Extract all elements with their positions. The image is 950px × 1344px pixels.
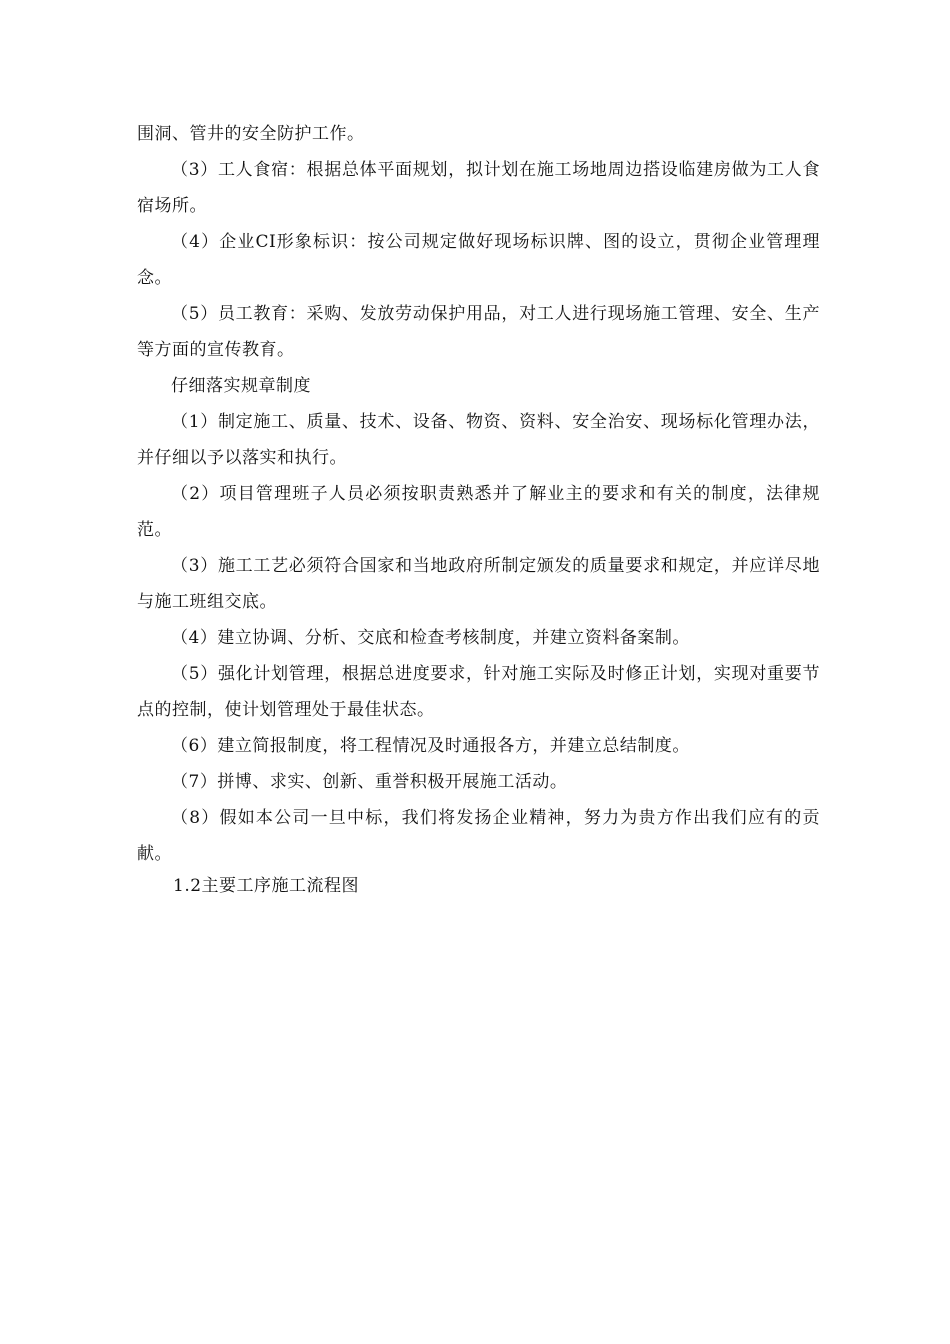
paragraph-rule-8: （8）假如本公司一旦中标，我们将发扬企业精神，努力为贵方作出我们应有的贡献。 (137, 808, 820, 864)
paragraph-rule-4: （4）建立协调、分析、交底和检查考核制度，并建立资料备案制。 (171, 628, 690, 648)
paragraph-rule-3: （3）施工工艺必须符合国家和当地政府所制定颁发的质量要求和规定，并应详尽地与施工班组交底。 (137, 556, 820, 612)
paragraph-staff-education: （5）员工教育：采购、发放劳动保护用品，对工人进行现场施工管理、安全、生产等方面的宣传教育。 (137, 304, 820, 360)
document-body (137, 116, 820, 900)
paragraph-rule-5: （5）强化计划管理，根据总进度要求，针对施工实际及时修正计划，实现对重要节点的控制，使计划管理处于最佳状态。 (137, 664, 820, 720)
paragraph-rule-6: （6）建立简报制度，将工程情况及时通报各方，并建立总结制度。 (171, 736, 690, 756)
section-title: 1.2主要工序施工流程图 (173, 876, 360, 896)
paragraph-rule-2: （2）项目管理班子人员必须按职责熟悉并了解业主的要求和有关的制度，法律规范。 (137, 484, 820, 540)
paragraph-ci-identity: （4）企业CI形象标识：按公司规定做好现场标识牌、图的设立，贯彻企业管理理念。 (137, 232, 820, 288)
subheading-rules: 仔细落实规章制度 (171, 376, 311, 396)
paragraph-rule-7: （7）拼博、求实、创新、重誉积极开展施工活动。 (171, 772, 568, 792)
paragraph-continuation: 围洞、管井的安全防护工作。 (137, 124, 365, 144)
paragraph-workers-lodging: （3）工人食宿：根据总体平面规划，拟计划在施工场地周边搭设临建房做为工人食宿场所。 (137, 160, 820, 216)
paragraph-rule-1: （1）制定施工、质量、技术、设备、物资、资料、安全治安、现场标化管理办法，并仔细以予以落实和执行。 (137, 412, 820, 468)
